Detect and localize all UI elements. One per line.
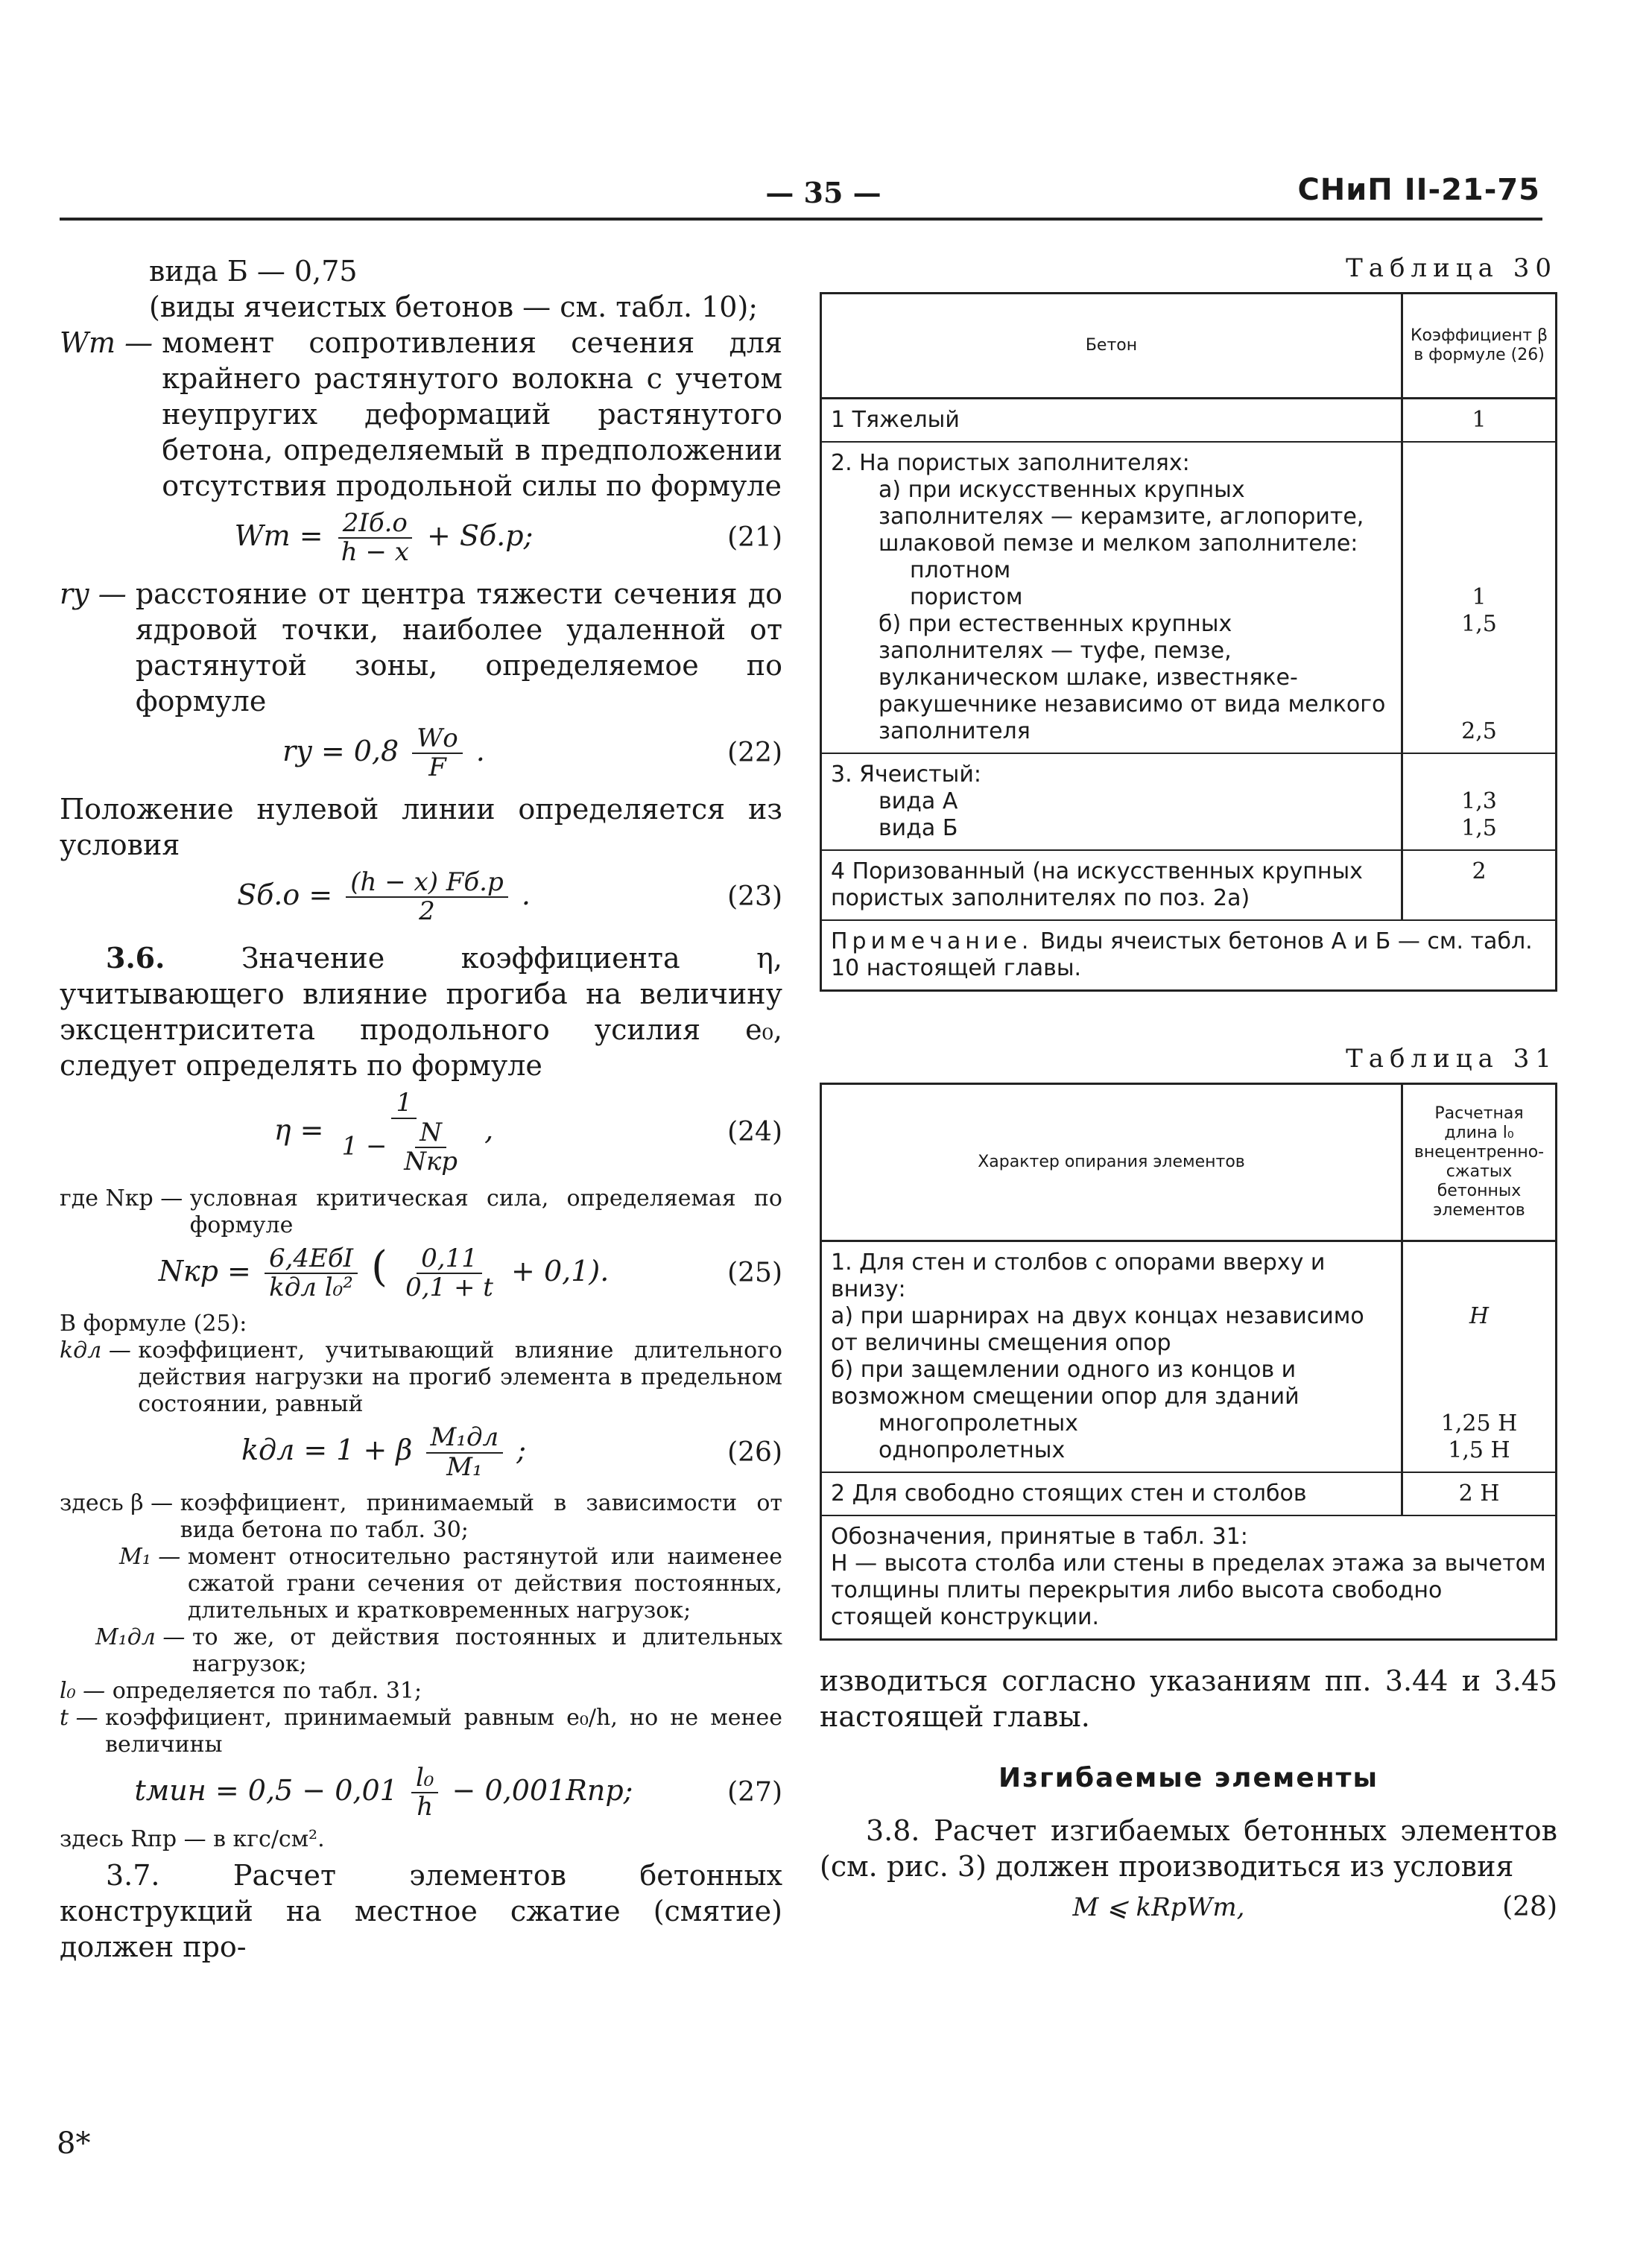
formula-27: [60, 1764, 782, 1822]
row-item: вида Б: [879, 815, 958, 841]
definition-beta: [60, 1490, 782, 1544]
note-text: Обозначения, принятые в табл. 31:: [831, 1524, 1248, 1550]
table-cell: 2 Для свободно стоящих стен и столбов: [821, 1472, 1402, 1515]
numerator: M₁дл: [426, 1424, 504, 1453]
denominator: [338, 1119, 472, 1176]
formula-text: + Sб.р;: [427, 519, 534, 552]
cell-value: 2,5: [1461, 718, 1497, 744]
table-cell: [1402, 442, 1557, 753]
formula-text: M ⩽ kRрWт,: [1072, 1892, 1245, 1922]
table-cell: 2: [1402, 850, 1557, 920]
denominator: h: [417, 1792, 434, 1822]
term: M₁дл —: [95, 1624, 186, 1651]
table-cell: [1402, 1241, 1557, 1473]
row-item: вида А: [879, 788, 958, 814]
text-line: В формуле (25):: [60, 1311, 247, 1337]
section-text: Значение коэффициента η, учитывающего влияние прогиба на величину эксцентриситета продольного усилия e₀, следует определять по формуле: [60, 942, 782, 1083]
definition-m1: [60, 1544, 782, 1624]
table-note: [821, 1515, 1557, 1640]
section-number: 3.6.: [106, 941, 165, 975]
cell-value: 1,5 H: [1448, 1437, 1510, 1463]
equation-number: (28): [1502, 1892, 1557, 1922]
section-3-7: 3.7. Расчет элементов бетонных конструкций на местное сжатие (смятие) должен про-: [60, 1858, 782, 1963]
formula-text: Sб.о =: [237, 878, 333, 911]
definition-kdl: [60, 1337, 782, 1418]
table-cell: 1: [1402, 399, 1557, 443]
table-note: [821, 920, 1557, 991]
formula-text: .: [521, 878, 531, 911]
definition-text: коэффициент, принимаемый равным e₀/h, но не менее величины: [105, 1705, 782, 1758]
row-item: а) при шарнирах на двух концах независимо от величины смещения опор: [831, 1303, 1364, 1356]
denominator: Nкр: [404, 1147, 458, 1177]
formula-23: [60, 869, 782, 926]
definition-ncr: [60, 1185, 782, 1239]
definition-text: определяется по табл. 31;: [112, 1678, 422, 1705]
table-31-caption: Таблица 31: [1346, 1044, 1557, 1074]
table-row: [821, 1241, 1557, 1473]
definition-m1dl: [60, 1624, 782, 1678]
formula-text: (: [371, 1242, 387, 1291]
cell-value: 1,3: [1461, 788, 1497, 814]
note-text: Виды ячеистых бетонов А и Б — см. табл. 10 настоящей главы.: [831, 928, 1533, 981]
definition-text: коэффициент, учитывающий влияние длительного действия нагрузки на прогиб элемента в предельном состоянии, равный: [138, 1337, 782, 1418]
denominator: kдл l₀²: [269, 1272, 353, 1302]
definition-text: расстояние от центра тяжести сечения до ядровой точки, наиболее удаленной от растянутой зоны, определяемое по формуле: [135, 577, 782, 718]
text-line: (виды ячеистых бетонов — см. табл. 10);: [149, 291, 759, 323]
term: где Nкр —: [60, 1185, 183, 1211]
row-item: б) при естественных крупных заполнителях — туфе, пемзе, вулканическом шлаке, известняке-ракушечнике независимо от вида мелкого заполнителя: [879, 611, 1386, 744]
formula-28: [820, 1892, 1557, 1922]
equation-number: (27): [727, 1777, 782, 1808]
table-cell: [821, 753, 1402, 850]
note-label: Примечание.: [831, 928, 1034, 954]
formula-21: [60, 510, 782, 567]
equation-number: (22): [727, 738, 782, 769]
table-row: [821, 399, 1557, 443]
formula-text: 1 −: [341, 1131, 387, 1162]
table-note-row: [821, 1515, 1557, 1640]
formula-text: − 0,001Rпр;: [452, 1773, 633, 1807]
numerator: 6,4EбI: [265, 1245, 358, 1274]
numerator: (h − x) Fб.р: [346, 869, 507, 898]
row-title: 1. Для стен и столбов с опорами вверху и внизу:: [831, 1249, 1326, 1302]
table-cell: [821, 1241, 1402, 1473]
formula-25: [60, 1242, 782, 1302]
left-column: [60, 253, 782, 1965]
row-subitem: однопролетных: [879, 1437, 1066, 1463]
table-row: [821, 850, 1557, 920]
cell-value: 1,5: [1461, 611, 1497, 637]
note-text: H — высота столба или стены в пределах этажа за вычетом толщины плиты перекрытия либо высота свободно стоящей конструкции.: [831, 1550, 1546, 1630]
equation-number: (25): [727, 1257, 782, 1288]
table-cell: 4 Поризованный (на искусственных крупных пористых заполнителях по поз. 2а): [821, 850, 1402, 920]
term: kдл —: [60, 1337, 131, 1364]
formula-text: + 0,1).: [511, 1254, 610, 1287]
table-cell: [821, 442, 1402, 753]
text-line: здесь Rпр — в кгс/см².: [60, 1825, 325, 1852]
row-subitem: многопролетных: [879, 1410, 1078, 1436]
definition-text: момент сопротивления сечения для крайнего растянутого волокна с учетом неупругих деформаций растянутого бетона, определяемый в предположении отсутствия продольной силы по формуле: [162, 326, 782, 502]
term: ry —: [60, 577, 127, 610]
formula-text: ry = 0,8: [282, 734, 399, 767]
paragraph: Положение нулевой линии определяется из условия: [60, 792, 782, 861]
table-row: [821, 442, 1557, 753]
table-header: Расчетная длина l₀ внецентренно-сжатых бетонных элементов: [1402, 1084, 1557, 1241]
formula-22: [60, 725, 782, 782]
denominator: 0,1 + t: [405, 1272, 493, 1302]
header-rule: [60, 218, 1542, 221]
term: l₀ —: [60, 1678, 106, 1705]
equation-number: (23): [727, 881, 782, 912]
formula-text: Nкр =: [158, 1254, 251, 1287]
equation-number: (24): [727, 1117, 782, 1148]
table-header: Бетон: [821, 294, 1402, 399]
denominator: F: [428, 753, 446, 783]
definition-l0: [60, 1678, 782, 1705]
section-heading: Изгибаемые элементы: [998, 1763, 1379, 1793]
formula-text: Wт =: [234, 519, 323, 552]
formula-text: ,: [484, 1113, 494, 1147]
definition-text: коэффициент, принимаемый в зависимости от вида бетона по табл. 30;: [180, 1490, 782, 1544]
formula-text: kдл = 1 + β: [241, 1434, 413, 1467]
table-header: Коэффициент β в формуле (26): [1402, 294, 1557, 399]
row-subitem: плотном: [910, 557, 1011, 583]
row-item: б) при защемлении одного из концов и возможном смещении опор для зданий: [831, 1357, 1300, 1410]
row-title: 2. На пористых заполнителях:: [831, 450, 1190, 476]
table-header: Характер опирания элементов: [821, 1084, 1402, 1241]
definition-wt: [60, 325, 782, 504]
formula-text: η =: [273, 1113, 324, 1147]
right-column: [820, 253, 1557, 1922]
row-subitem: пористом: [910, 584, 1023, 610]
paragraph: изводиться согласно указаниям пп. 3.44 и 3.45 настоящей главы.: [820, 1664, 1557, 1733]
denominator: 2: [419, 896, 435, 926]
denominator: h − x: [341, 537, 409, 568]
definition-text: условная критическая сила, определяемая по формуле: [189, 1185, 782, 1238]
document-code: СНиП II-21-75: [1297, 173, 1540, 207]
table-30-caption: Таблица 30: [1346, 253, 1557, 283]
numerator: N: [415, 1119, 446, 1148]
numerator: l₀: [411, 1764, 439, 1793]
formula-26: [60, 1424, 782, 1481]
table-30: [820, 292, 1557, 992]
numerator: 0,11: [417, 1245, 482, 1274]
definition-t: [60, 1705, 782, 1758]
table-cell: [1402, 753, 1557, 850]
text-line: вида Б — 0,75: [149, 255, 358, 288]
table-31: [820, 1083, 1557, 1641]
section-3-6: [60, 940, 782, 1083]
definition-text: момент относительно растянутой или наименее сжатой грани сечения от действия постоянных, длительных и кратковременных нагрузок;: [187, 1544, 782, 1624]
numerator: Wо: [412, 725, 462, 754]
section-3-8: 3.8. Расчет изгибаемых бетонных элементов (см. рис. 3) должен производиться из условия: [820, 1814, 1557, 1883]
term: M₁ —: [119, 1544, 181, 1571]
cell-value: 1,25 H: [1440, 1410, 1518, 1436]
denominator: M₁: [446, 1451, 483, 1482]
definition-text: то же, от действия постоянных и длительных нагрузок;: [191, 1624, 782, 1678]
formula-text: tмин = 0,5 − 0,01: [134, 1773, 398, 1807]
table-cell: 2 H: [1402, 1472, 1557, 1515]
definition-ry: [60, 576, 782, 719]
table-row: [821, 1472, 1557, 1515]
formula-text: ;: [516, 1434, 527, 1467]
cell-value: 1,5: [1461, 815, 1497, 841]
cell-value: 1: [1472, 584, 1487, 610]
term: Wт —: [60, 326, 153, 359]
equation-number: (21): [727, 522, 782, 554]
page-corner-mark: 8*: [57, 2126, 91, 2161]
table-cell: 1 Тяжелый: [821, 399, 1402, 443]
formula-24: [60, 1089, 782, 1176]
numerator: 1: [391, 1089, 417, 1118]
equation-number: (26): [727, 1436, 782, 1468]
numerator: 2Iб.о: [338, 510, 412, 539]
formula-text: .: [475, 734, 485, 767]
table-note-row: [821, 920, 1557, 991]
cell-value: H: [1469, 1303, 1490, 1329]
term: здесь β —: [60, 1490, 174, 1517]
term: t —: [60, 1705, 98, 1732]
row-item: а) при искусственных крупных заполнителях — керамзите, аглопорите, шлаковой пемзе и мелком заполнителе:: [879, 477, 1364, 557]
table-row: [821, 753, 1557, 850]
page-number: — 35 —: [765, 176, 881, 209]
row-title: 3. Ячеистый:: [831, 761, 981, 788]
